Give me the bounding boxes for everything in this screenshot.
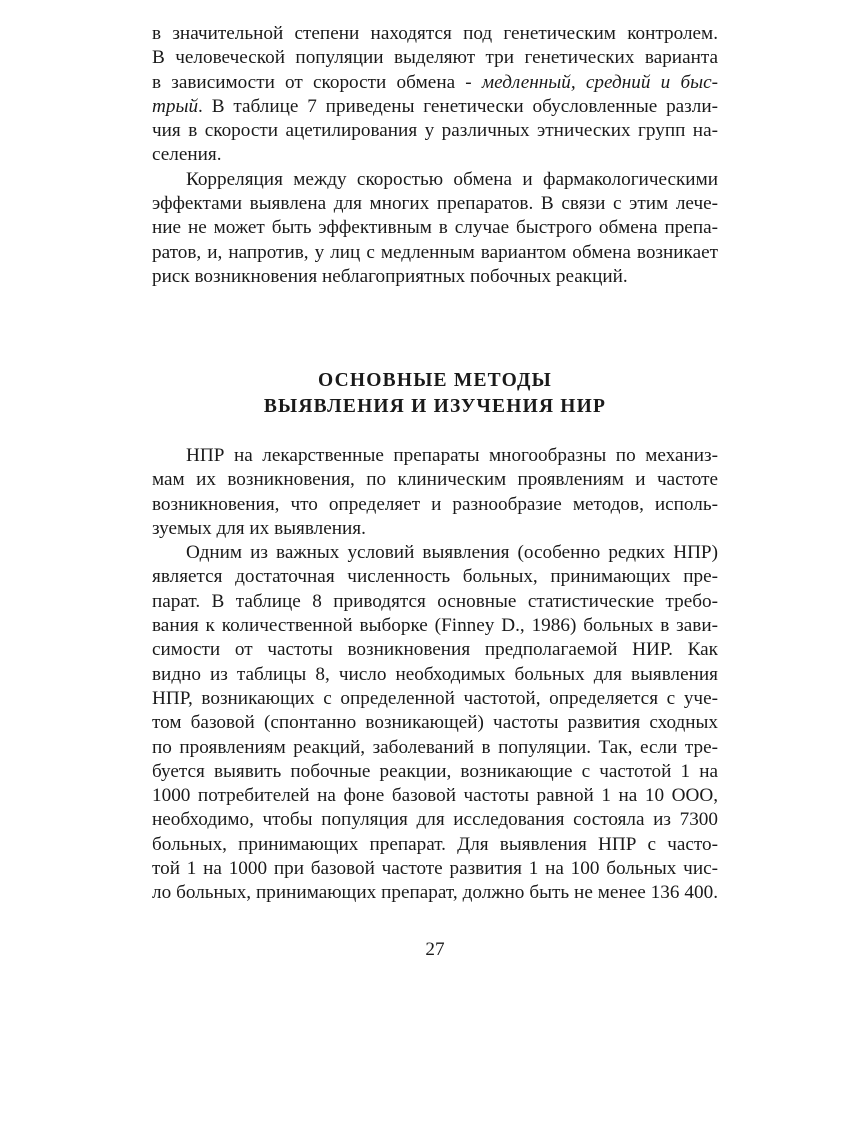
text-line: по проявлениям реакций, заболеваний в популяции. Так, если тре- (152, 736, 718, 758)
text-line: НПР на лекарственные препараты многообразны по механиз- (186, 445, 718, 466)
text-line: вания к количественной выборке (Finney D., 1986) больных в зави- (152, 615, 718, 637)
text-line: зуемых для их выявления. (152, 517, 366, 539)
heading-line: ОСНОВНЫЕ МЕТОДЫ (318, 370, 552, 391)
text-line: необходимо, чтобы популяция для исследования состояла из 7300 (152, 809, 718, 831)
paragraph-npr-intro (152, 444, 718, 541)
text-line: селения. (152, 144, 222, 166)
text-line: симости от частоты возникновения предполагаемой НИР. Как (152, 639, 718, 661)
page-number: 27 (425, 939, 445, 960)
text-line: в значительной степени находятся под генетическим контролем. (152, 23, 718, 44)
section-heading (152, 368, 718, 420)
text-line: возникновения, что определяет и разнообразие методов, исполь- (152, 493, 718, 515)
text-line: том базовой (спонтанно возникающей) частоты развития сходных (152, 712, 718, 734)
text-line: В человеческой популяции выделяют три генетических варианта (152, 47, 718, 69)
text-fragment: в зависимости от скорости обмена - (152, 71, 482, 93)
italic-fragment: медленный, средний и быс- (481, 71, 718, 93)
text-line: ло больных, принимающих препарат, должно быть не менее 136 400. (152, 882, 718, 904)
text-line: ние не может быть эффективным в случае быстрого обмена препа- (152, 217, 718, 239)
text-line: ратов, и, напротив, у лиц с медленным вариантом обмена возникает (152, 241, 718, 263)
text-line: парат. В таблице 8 приводятся основные статистические требо- (152, 590, 718, 612)
text-line: буется выявить побочные реакции, возникающие с частотой 1 на (152, 760, 718, 782)
text-line: больных, принимающих препарат. Для выявления НПР с часто- (152, 833, 718, 855)
text-line: видно из таблицы 8, число необходимых больных для выявления (152, 663, 718, 685)
bottom-text-block (152, 444, 718, 906)
heading-line: ВЫЯВЛЕНИЯ И ИЗУЧЕНИЯ НИР (263, 396, 607, 417)
top-text-block (152, 22, 718, 289)
text-line (152, 95, 718, 119)
text-line: 1000 потребителей на фоне базовой частоты равной 1 на 10 ООО, (152, 785, 718, 807)
paragraph-correlation (152, 168, 718, 289)
text-line: чия в скорости ацетилирования у различных этнических групп на- (152, 120, 718, 142)
text-line: мам их возникновения, по клиническим проявлениям и частоте (152, 469, 718, 491)
paragraph-genetic-variants (152, 22, 718, 168)
text-line: Корреляция между скоростью обмена и фармакологическими (186, 168, 718, 190)
italic-fragment: трый (152, 95, 199, 117)
paragraph-sample-size (152, 541, 718, 905)
text-line (152, 71, 718, 95)
text-line: эффектами выявлена для многих препаратов. В связи с этим лече- (152, 193, 718, 215)
text-line: Одним из важных условий выявления (особенно редких НПР) (186, 542, 718, 564)
text-fragment: . В таблице 7 приведены генетически обусловленные разли- (198, 95, 718, 117)
text-line: риск возникновения неблагоприятных побочных реакций. (152, 265, 628, 287)
text-line: НПР, возникающих с определенной частотой, определяется с уче- (152, 687, 718, 709)
text-line: той 1 на 1000 при базовой частоте развития 1 на 100 больных чис- (152, 858, 718, 880)
text-line: является достаточная численность больных, принимающих пре- (152, 566, 718, 588)
